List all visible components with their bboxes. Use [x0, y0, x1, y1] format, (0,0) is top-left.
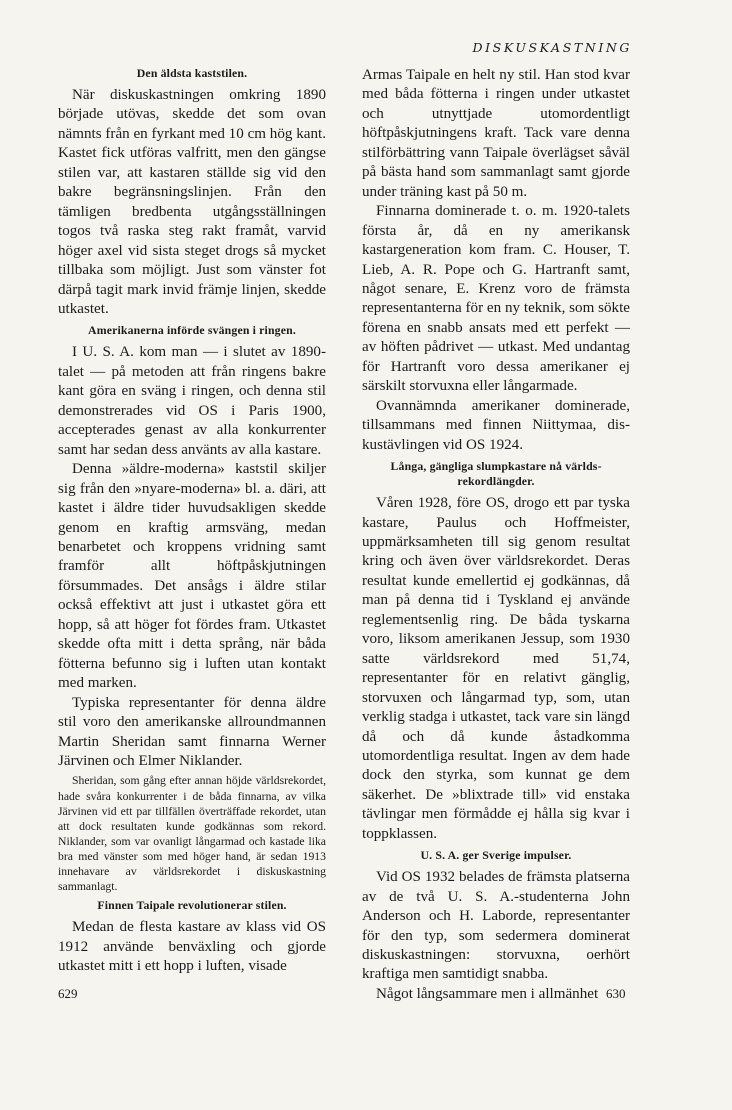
paragraph: Denna »äldre-moderna» kaststil skiljer sig från den »nyare-moderna» bl. a. däri, att kastet i äldre tider huvudsakligen skedde genom en kraftig armsväng, medan benarbetet och kroppens vridning samt framför allt höftpåskjutningen försummades. Det ansågs i äldre stilar också effektivt att just i utkastet göra ett hopp, så att höger fot fördes fram. Utkastet skedde ofta mitt i detta språng, när båda fötterna befunno sig i luften utan kontakt med marken.: [58, 461, 326, 692]
right-column: [362, 66, 630, 1004]
section-heading: Amerikanerna införde svängen i ringen.: [88, 323, 296, 338]
section-heading: Långa, gängliga slumpkastare nå världsrekordlängder.: [390, 459, 602, 489]
paragraph: När diskuskastningen omkring 1890 började utövas, skedde det som ovan nämnts från en fyrkant med 10 cm hög kant. Kastet fick utföras valfritt, men den gängse stilen var, att kastaren ställde sig vid den bakre begränsningslinjen. Från den tämligen bredbenta utgångsställningen togos två raska steg rakt framåt, varvid höger axel vid sista steget drogs så mycket tillbaka som möjligt. Just som vänster fot därpå tagit mark invid främje linjen, skedde utkastet.: [58, 87, 326, 317]
paragraph: Våren 1928, före OS, drogo ett par tyska kastare, Paulus och Hoffmeister, uppmärksamheten till sig genom resultat kring och även över världsrekordet. Deras resultat kunde emellertid ej godkännas, då man på denna tid i Tyskland ej använde reglementsenlig ring. De båda tyskarna voro, liksom amerikanen Jessup, som 1930 satte världsrekord med 51,74, representanter för en relativt gänglig, storvuxen och långarmad typ, som, utan verklig stadga i utkastet, tack vare sin längd då och då kunde åstadkomma utomordentliga resultat. Ingen av dem hade dock den styrka, som kunnat ge dem säkerhet. De »blixtrade till» vid enstaka tävlingar men förmådde ej hålla sig kvar i toppklassen.: [362, 495, 630, 842]
section-heading: Finnen Taipale revolutionerar stilen.: [97, 898, 287, 913]
paragraph: Medan de flesta kastare av klass vid OS 1912 använde benväxling och gjorde utkastet mitt i ett hopp i luften, visade: [58, 919, 326, 975]
paragraph: Armas Taipale en helt ny stil. Han stod kvar med båda fötterna i ringen under utkastet och utnyttjade utomordentligt höftpåskjutningens kraft. Tack vare denna stilförbättring vann Taipale överlägset såväl på bästa hand som sammanlagt samt gjorde under träning kast på 50 m.: [362, 67, 630, 200]
paragraph: Något långsammare men i allmänhet: [376, 985, 599, 1002]
section-heading: Den äldsta kaststilen.: [136, 66, 248, 80]
paragraph: I U. S. A. kom man — i slutet av 1890-talet — på metoden att från ringens bakre kant göra en sväng i ringen, och denna stil demonstrerades vid OS i Paris 1900, accepterades genast av alla konkurrenter samt har sedan dess använts av alla kastare.: [58, 344, 326, 458]
paragraph: Finnarna dominerade t. o. m. 1920-talets första år, då en ny amerikansk kastargeneration kom fram. C. Houser, T. Lieb, A. R. Pope och G. Hartranft samt, något senare, E. Krenz voro de främsta representanterna för en ny teknik, som sökte förena en snabb ansats med ett perfekt — av höften pådrivet — utkast. Med undantag för Hartranft voro dessa amerikaner ej särskilt storvuxna eller långarmade.: [362, 203, 630, 395]
paragraph: Ovannämnda amerikaner dominerade, tillsammans med finnen Niittymaa, diskustävlingen vid OS 1924.: [362, 397, 630, 453]
running-head: DISKUSKASTNING: [472, 40, 632, 55]
left-column: [58, 66, 326, 977]
small-print-note: Sheridan, som gång efter annan höjde världsrekordet, hade svåra konkurrenter i de båda finnarna, av vilka Järvinen vid ett par tillfällen överträffade rekordet, utan att dock resultaten kunde godkännas som rekord. Niklander, som var ovanligt långarmad och kastade lika bra med vänster som med höger hand, är sedan 1913 innehavare av världsrekordet i diskuskastning sammanlagt.: [58, 774, 326, 894]
paragraph: Typiska representanter för denna äldre stil voro den amerikanske allroundmannen Martin Sheridan samt finnarna Werner Järvinen och Elmer Niklander.: [58, 694, 326, 769]
section-heading: U. S. A. ger Sverige impulser.: [420, 848, 572, 863]
page-number-left: 629: [58, 986, 78, 1001]
page-number-right: 630: [606, 986, 626, 1001]
paragraph: Vid OS 1932 belades de främsta platserna av de två U. S. A.-studenterna John Anderson och H. Laborde, representanter för den typ, som sedermera dominerat diskuskastningen: storvuxna, oerhört kraftiga men samtidigt snabba.: [362, 869, 630, 983]
